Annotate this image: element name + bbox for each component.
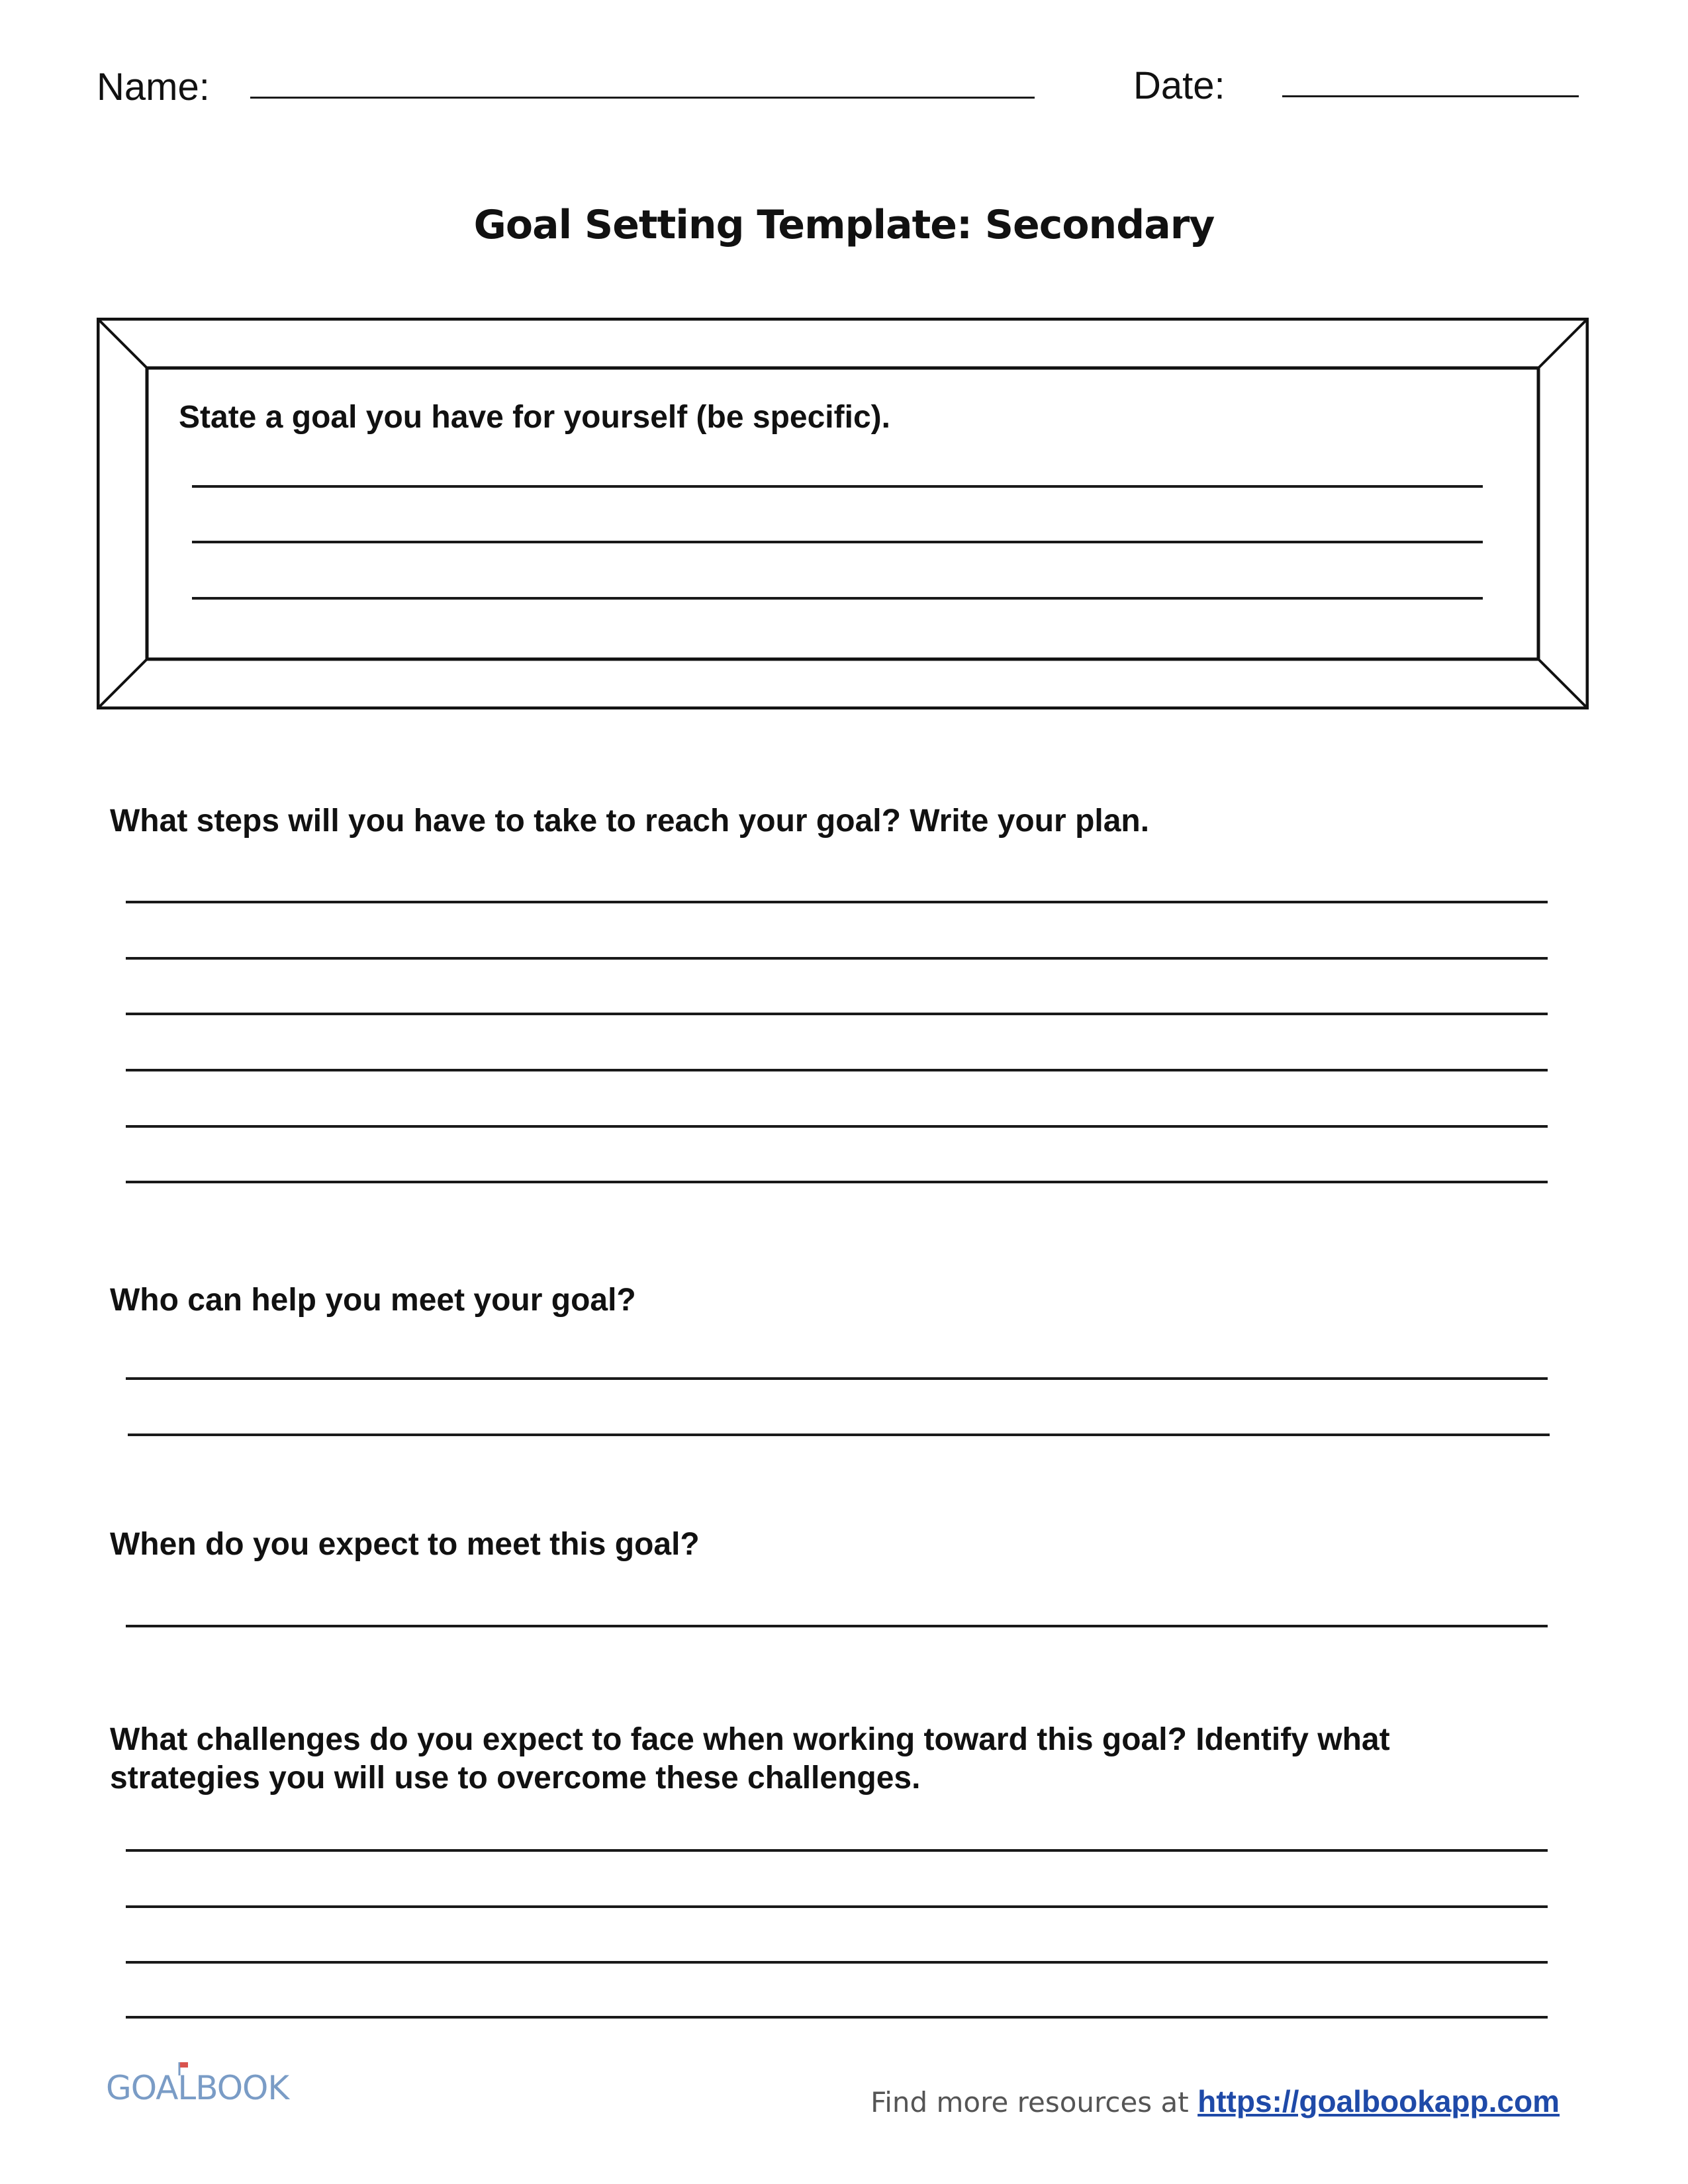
- goal-answer-line[interactable]: [192, 485, 1483, 488]
- goal-answer-line[interactable]: [192, 541, 1483, 543]
- date-field-line[interactable]: [1282, 95, 1579, 97]
- steps-answer-line[interactable]: [126, 957, 1548, 960]
- timeline-question: When do you expect to meet this goal?: [110, 1527, 700, 1562]
- goalbook-logo: [106, 2057, 291, 2113]
- steps-answer-line[interactable]: [126, 1069, 1548, 1071]
- goal-box-outer: [98, 319, 1587, 708]
- steps-answer-line[interactable]: [126, 1181, 1548, 1183]
- challenges-answer-line[interactable]: [126, 1961, 1548, 1964]
- challenges-question: What challenges do you expect to face when working toward this goal? Identify what strategies you will use to overcome these challenges.: [110, 1722, 1390, 1796]
- goal-prompt: State a goal you have for yourself (be specific).: [179, 400, 890, 435]
- steps-answer-line[interactable]: [126, 901, 1548, 903]
- bevel-bottom-right: [1538, 659, 1587, 708]
- goal-box-frame: [97, 318, 1589, 709]
- timeline-answer-line[interactable]: [126, 1625, 1548, 1627]
- steps-answer-line[interactable]: [126, 1013, 1548, 1015]
- steps-answer-line[interactable]: [126, 1125, 1548, 1128]
- goalbook-logo-text: GOALBOOK: [106, 2069, 289, 2107]
- bevel-top-left: [98, 319, 147, 368]
- helpers-question: Who can help you meet your goal?: [110, 1283, 636, 1318]
- footer-resources-text: Find more resources at: [870, 2086, 1189, 2118]
- name-label: Name:: [97, 66, 210, 109]
- footer-resources: [870, 2083, 1560, 2119]
- challenges-answer-line[interactable]: [126, 1849, 1548, 1852]
- challenges-answer-line[interactable]: [126, 1905, 1548, 1908]
- bevel-top-right: [1538, 319, 1587, 368]
- goal-answer-line[interactable]: [192, 597, 1483, 600]
- steps-question: What steps will you have to take to reach your goal? Write your plan.: [110, 803, 1150, 839]
- date-label: Date:: [1133, 64, 1225, 107]
- helpers-answer-line[interactable]: [128, 1433, 1550, 1436]
- name-field-line[interactable]: [250, 97, 1035, 99]
- bevel-bottom-left: [98, 659, 147, 708]
- challenges-answer-line[interactable]: [126, 2016, 1548, 2019]
- helpers-answer-line[interactable]: [126, 1377, 1548, 1380]
- footer-link[interactable]: https://goalbookapp.com: [1197, 2084, 1560, 2118]
- page-title: Goal Setting Template: Secondary: [473, 202, 1215, 248]
